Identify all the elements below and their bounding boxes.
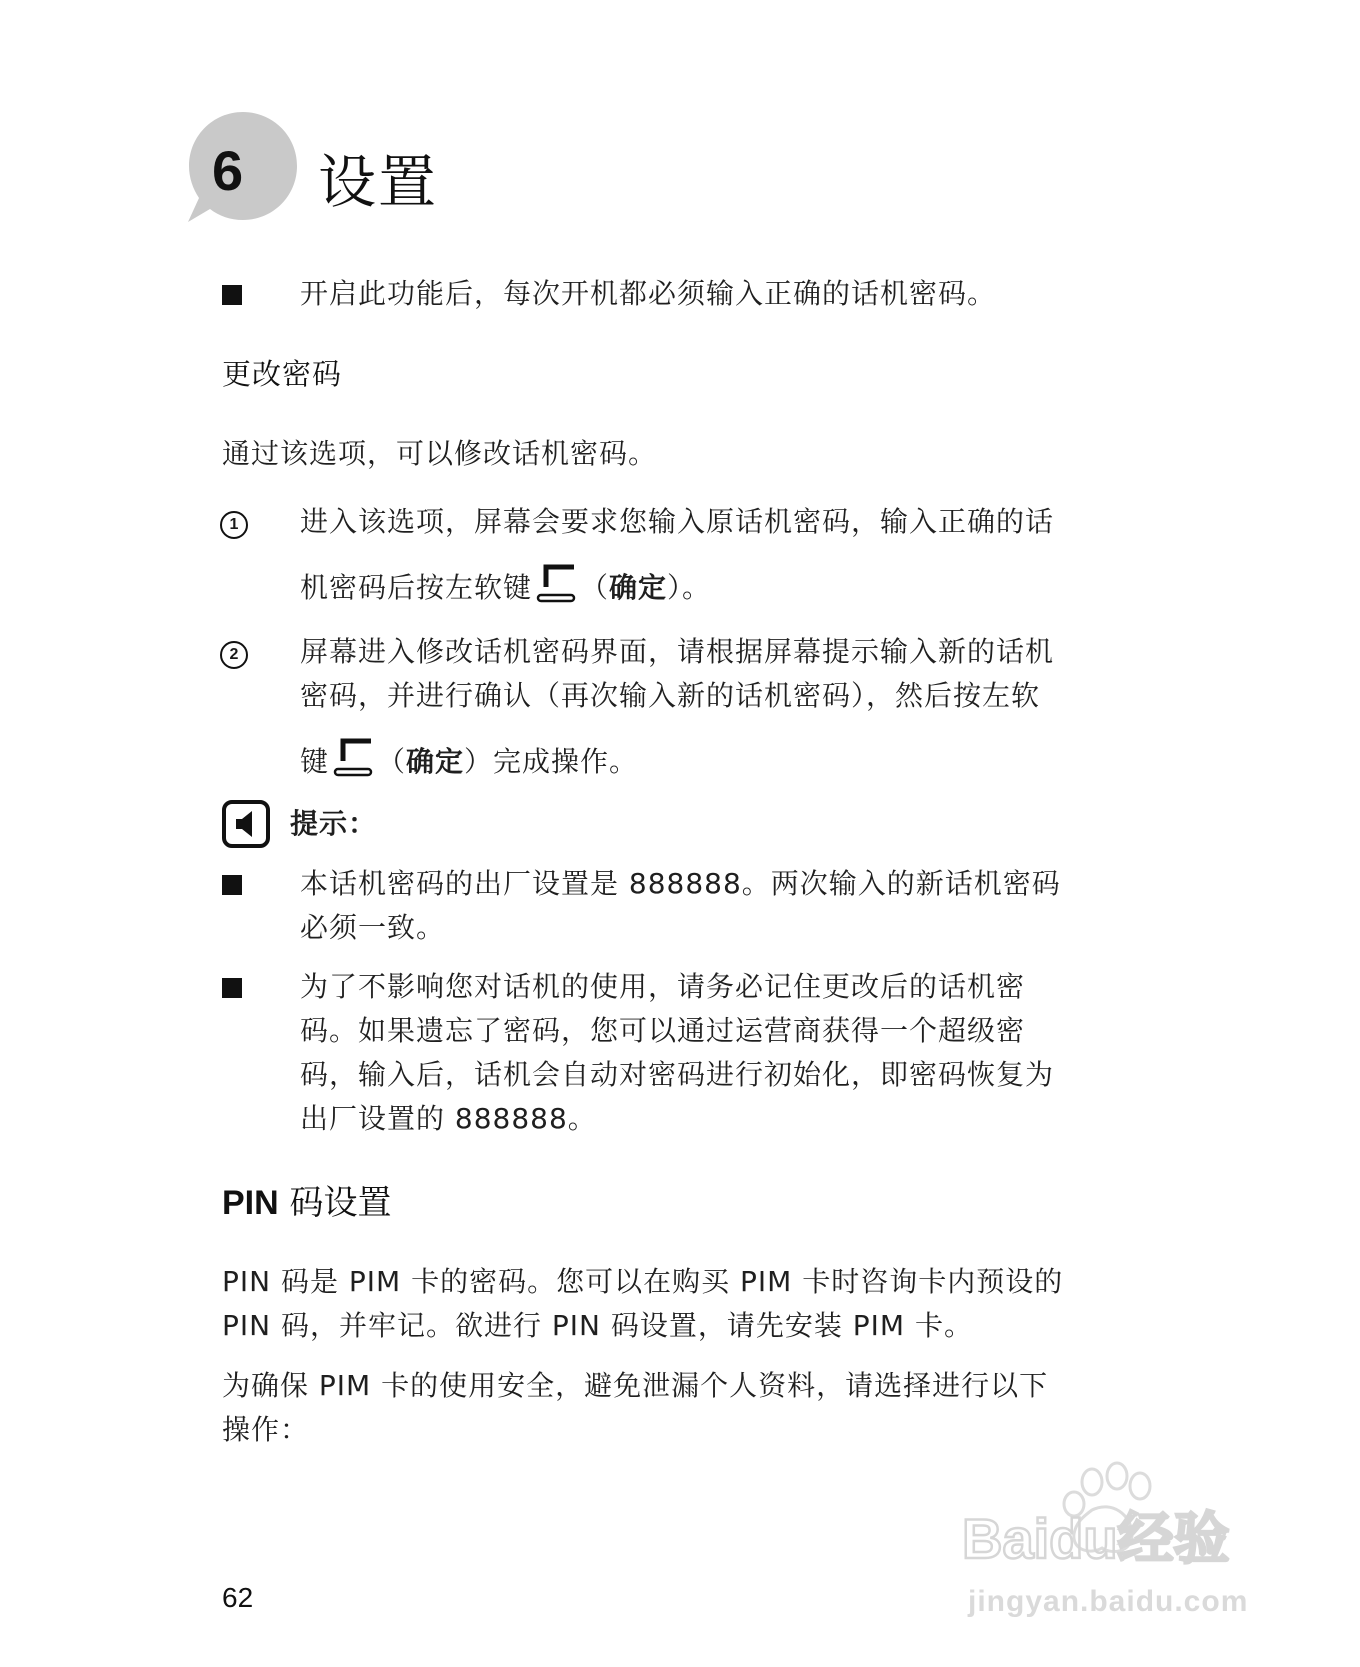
step2-line1: 屏幕进入修改话机密码界面，请根据屏幕提示输入新的话机 (300, 635, 1055, 668)
step-marker-1: 1 (220, 511, 248, 539)
step2-line3-post: ）完成操作。 (464, 745, 639, 778)
tip1-line2: 必须一致。 (300, 911, 446, 944)
tip2-line4: 出厂设置的 888888。 (300, 1102, 597, 1135)
bullet-square-icon (222, 285, 242, 305)
step2-paren-open: （ (377, 745, 407, 778)
step1-confirm-label: 确定 (609, 571, 668, 604)
step2-line3-pre: 键 (300, 745, 330, 778)
step1-line2-pre: 机密码后按左软键 (300, 571, 533, 604)
pin-para1-line2: PIN 码，并牢记。欲进行 PIN 码设置，请先安装 PIM 卡。 (222, 1309, 973, 1342)
tip2-line1: 为了不影响您对话机的使用，请务必记住更改后的话机密 (300, 970, 1026, 1003)
section-heading-pin (222, 1175, 392, 1224)
step-marker-2: 2 (220, 641, 248, 669)
step1-paren-open: （ (580, 571, 610, 604)
tip2-line3: 码，输入后，话机会自动对密码进行初始化，即密码恢复为 (300, 1058, 1055, 1091)
chapter-number: 6 (212, 139, 244, 202)
step1-line1: 进入该选项，屏幕会要求您输入原话机密码，输入正确的话 (300, 505, 1055, 538)
step1-line2 (300, 561, 711, 610)
pin-heading-bold: PIN (222, 1184, 279, 1222)
watermark-brand-text: Baidu经验 (962, 1507, 1230, 1570)
tip1-line1: 本话机密码的出厂设置是 888888。两次输入的新话机密码 (300, 867, 1061, 900)
speaker-tip-icon (222, 800, 270, 848)
page-number: 62 (222, 1582, 254, 1613)
pin-heading-rest: 码设置 (278, 1183, 392, 1223)
tip2-line2: 码。如果遗忘了密码，您可以通过运营商获得一个超级密 (300, 1014, 1026, 1047)
step2-line2: 密码，并进行确认（再次输入新的话机密码），然后按左软 (300, 679, 1041, 712)
watermark-url: jingyan.baidu.com (968, 1585, 1249, 1618)
bullet-square-icon (222, 978, 242, 998)
step2-line3 (300, 735, 638, 784)
bullet-square-icon (222, 875, 242, 895)
left-softkey-icon (333, 735, 373, 779)
step1-line2-post: ）。 (667, 571, 712, 604)
step2-confirm-label: 确定 (406, 745, 465, 778)
chapter-title: 设置 (318, 148, 439, 216)
section-heading-change-password: 更改密码 (222, 357, 343, 391)
left-softkey-icon (536, 561, 576, 605)
pin-para2-line2: 操作： (222, 1413, 310, 1446)
change-password-description: 通过该选项，可以修改话机密码。 (222, 437, 658, 470)
pin-para1-line1: PIN 码是 PIM 卡的密码。您可以在购买 PIM 卡时咨询卡内预设的 (222, 1265, 1064, 1298)
intro-bullet-text: 开启此功能后，每次开机都必须输入正确的话机密码。 (300, 277, 997, 310)
tip-label: 提示： (290, 807, 378, 840)
pin-para2-line1: 为确保 PIM 卡的使用安全，避免泄漏个人资料，请选择进行以下 (222, 1369, 1049, 1402)
